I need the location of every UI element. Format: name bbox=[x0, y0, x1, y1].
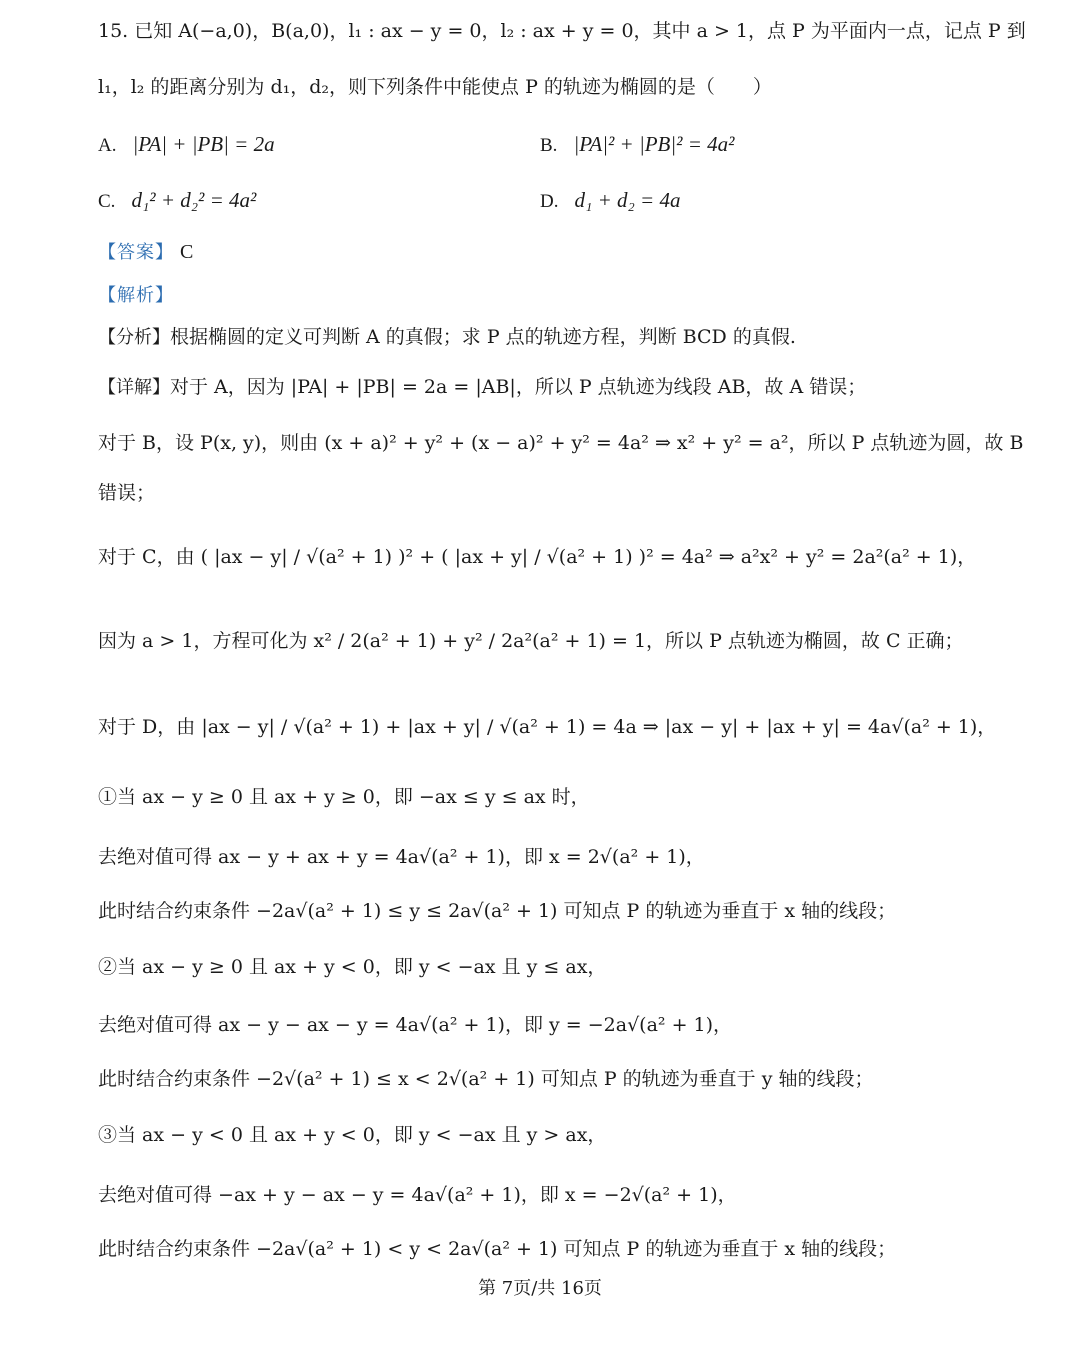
fenxi-line bbox=[98, 326, 1020, 349]
case-3-conclusion: 此时结合约束条件 −2a√(a² + 1) < y < 2a√(a² + 1) 可知点 P 的轨迹为垂直于 x 轴的线段； bbox=[98, 1238, 897, 1260]
question-line-1: 15. 已知 A(−a,0)，B(a,0)，l₁ : ax − y = 0，l₂ : ax + y = 0，其中 a > 1，点 P 为平面内一点，记点 P 到 bbox=[98, 20, 1026, 42]
solution-b-line-2: 错误； bbox=[98, 482, 156, 504]
option-label: B. bbox=[540, 135, 558, 156]
case-2-result: 去绝对值可得 ax − y − ax − y = 4a√(a² + 1)，即 y = −2a√(a² + 1)， bbox=[98, 1014, 733, 1036]
analysis-tag: 【解析】 bbox=[98, 285, 174, 306]
solution-c-line-1: 对于 C，由 ( |ax − y| / √(a² + 1) )² + ( |ax + y| / √(a² + 1) )² = 4a² ⇒ a²x² + y² = 2a²(a² + 1)， bbox=[98, 546, 977, 568]
option-label: A. bbox=[98, 135, 117, 156]
solution-c-line-2: 因为 a > 1，方程可化为 x² / 2(a² + 1) + y² / 2a²(a² + 1) = 1，所以 P 点轨迹为椭圆，故 C 正确； bbox=[98, 630, 964, 652]
analysis-heading bbox=[98, 284, 1020, 307]
option-a bbox=[98, 132, 275, 157]
option-text: |PA|² + |PB|² = 4a² bbox=[573, 132, 735, 156]
option-c bbox=[98, 188, 256, 213]
case-1-condition: ①当 ax − y ≥ 0 且 ax + y ≥ 0，即 −ax ≤ y ≤ ax 时， bbox=[98, 786, 590, 808]
option-text: |PA| + |PB| = 2a bbox=[132, 132, 275, 156]
case-3-result: 去绝对值可得 −ax + y − ax − y = 4a√(a² + 1)，即 x = −2√(a² + 1)， bbox=[98, 1184, 737, 1206]
option-text: d₁² + d₂² = 4a² bbox=[131, 188, 257, 212]
answer-value: C bbox=[180, 241, 194, 263]
xiangjie-tag: 【详解】 bbox=[98, 377, 170, 398]
option-label: D. bbox=[540, 191, 559, 212]
solution-d-line-1: 对于 D，由 |ax − y| / √(a² + 1) + |ax + y| / √(a² + 1) = 4a ⇒ |ax − y| + |ax + y| = 4a√(a² + 1)， bbox=[98, 716, 997, 738]
xiangjie-line bbox=[98, 376, 1020, 399]
page-footer: 第 7页/共 16页 bbox=[478, 1278, 602, 1299]
case-2-condition: ②当 ax − y ≥ 0 且 ax + y < 0，即 y < −ax 且 y ≤ ax， bbox=[98, 956, 607, 978]
option-b bbox=[540, 132, 734, 157]
answer-tag: 【答案】 bbox=[98, 242, 174, 263]
fenxi-tag: 【分析】 bbox=[98, 327, 170, 348]
option-d bbox=[540, 188, 680, 213]
option-text: d₁ + d₂ = 4a bbox=[574, 188, 681, 212]
case-2-conclusion: 此时结合约束条件 −2√(a² + 1) ≤ x < 2√(a² + 1) 可知点 P 的轨迹为垂直于 y 轴的线段； bbox=[98, 1068, 874, 1090]
question-line-2: l₁，l₂ 的距离分别为 d₁，d₂，则下列条件中能使点 P 的轨迹为椭圆的是（ ） bbox=[98, 76, 772, 98]
solution-b-line-1: 对于 B，设 P(x, y)，则由 (x + a)² + y² + (x − a)² + y² = 4a² ⇒ x² + y² = a²，所以 P 点轨迹为圆，故 B bbox=[98, 432, 1024, 454]
option-label: C. bbox=[98, 191, 116, 212]
case-3-condition: ③当 ax − y < 0 且 ax + y < 0，即 y < −ax 且 y > ax， bbox=[98, 1124, 607, 1146]
xiangjie-text: 对于 A，因为 |PA| + |PB| = 2a = |AB|，所以 P 点轨迹为线段 AB，故 A 错误； bbox=[170, 376, 867, 398]
case-1-conclusion: 此时结合约束条件 −2a√(a² + 1) ≤ y ≤ 2a√(a² + 1) 可知点 P 的轨迹为垂直于 x 轴的线段； bbox=[98, 900, 897, 922]
fenxi-text: 根据椭圆的定义可判断 A 的真假；求 P 点的轨迹方程，判断 BCD 的真假. bbox=[170, 326, 796, 348]
case-1-result: 去绝对值可得 ax − y + ax + y = 4a√(a² + 1)，即 x = 2√(a² + 1)， bbox=[98, 846, 705, 868]
answer-line bbox=[98, 240, 1020, 264]
